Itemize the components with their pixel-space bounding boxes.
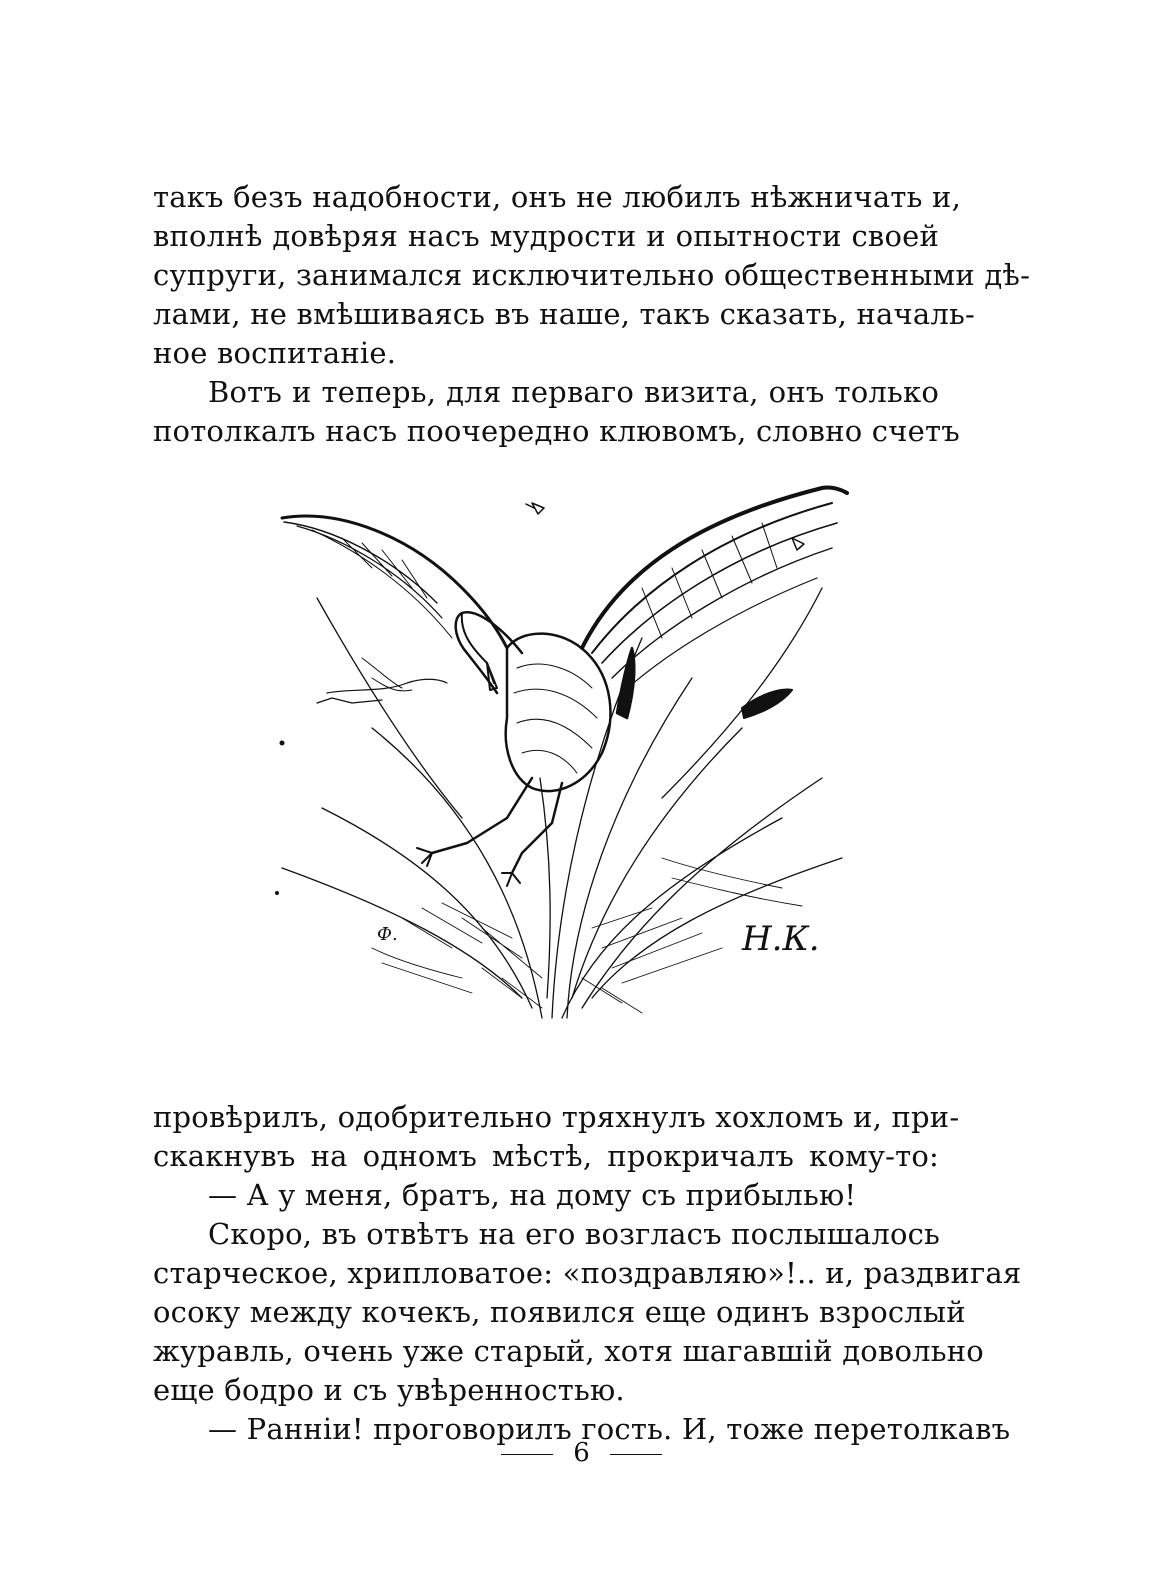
text-line: старческое, хрипловатое: «поздравляю»!.. и, раздвигая xyxy=(153,1256,1022,1290)
text-line: еще бодро и съ увѣренностью. xyxy=(153,1373,625,1407)
text-line: вполнѣ довѣряя насъ мудрости и опытности своей xyxy=(153,219,939,253)
text-line: провѣрилъ, одобрительно тряхнулъ хохломъ и, при- xyxy=(153,1100,960,1134)
insect xyxy=(792,538,804,550)
left-wing xyxy=(282,516,507,648)
page-folio xyxy=(0,1438,1163,1468)
insect xyxy=(280,741,284,745)
cattail xyxy=(617,648,634,718)
text-line: осоку между кочекъ, появился еще одинъ взрослый xyxy=(153,1295,966,1329)
insect xyxy=(276,892,279,895)
text-line: — Ранніи! проговорилъ гость. И, тоже перетолкавъ xyxy=(208,1412,1011,1446)
text-line: скакнувъ на одномъ мѣстѣ, прокричалъ кому-то: xyxy=(153,1139,939,1173)
insect xyxy=(526,503,544,514)
illustrator-signature-right: Н.К. xyxy=(742,919,820,959)
text-line: такъ безъ надобности, онъ не любилъ нѣжничать и, xyxy=(153,180,961,214)
text-block-bottom xyxy=(153,1098,1022,1449)
text-block-top xyxy=(153,178,1031,451)
text-line: Скоро, въ отвѣтъ на его возгласъ послышалось xyxy=(208,1217,941,1251)
page-number: 6 xyxy=(573,1438,590,1468)
text-line: журавль, очень уже старый, хотя шагавшій довольно xyxy=(153,1334,984,1368)
text-line: ное воспитаніе. xyxy=(153,336,397,370)
text-line: Вотъ и теперь, для перваго визита, онъ только xyxy=(208,375,939,409)
cattail xyxy=(742,690,792,718)
text-line: лами, не вмѣшиваясь въ наше, такъ сказать, началь- xyxy=(153,297,975,331)
text-line: — А у меня, братъ, на дому съ прибылью! xyxy=(208,1178,857,1212)
folio-rule-left xyxy=(501,1454,553,1455)
crane-illustration xyxy=(222,478,862,1023)
crane-leg-left xyxy=(432,778,532,853)
text-line: супруги, занимался исключительно общественными дѣ- xyxy=(153,258,1031,292)
illustrator-signature-left: Ф. xyxy=(377,924,398,945)
distant-crane xyxy=(327,679,447,693)
folio-rule-right xyxy=(610,1454,662,1455)
text-line: потолкалъ насъ поочередно клювомъ, словно счетъ xyxy=(153,414,960,448)
crane-head xyxy=(462,613,494,683)
right-wing xyxy=(582,487,847,648)
